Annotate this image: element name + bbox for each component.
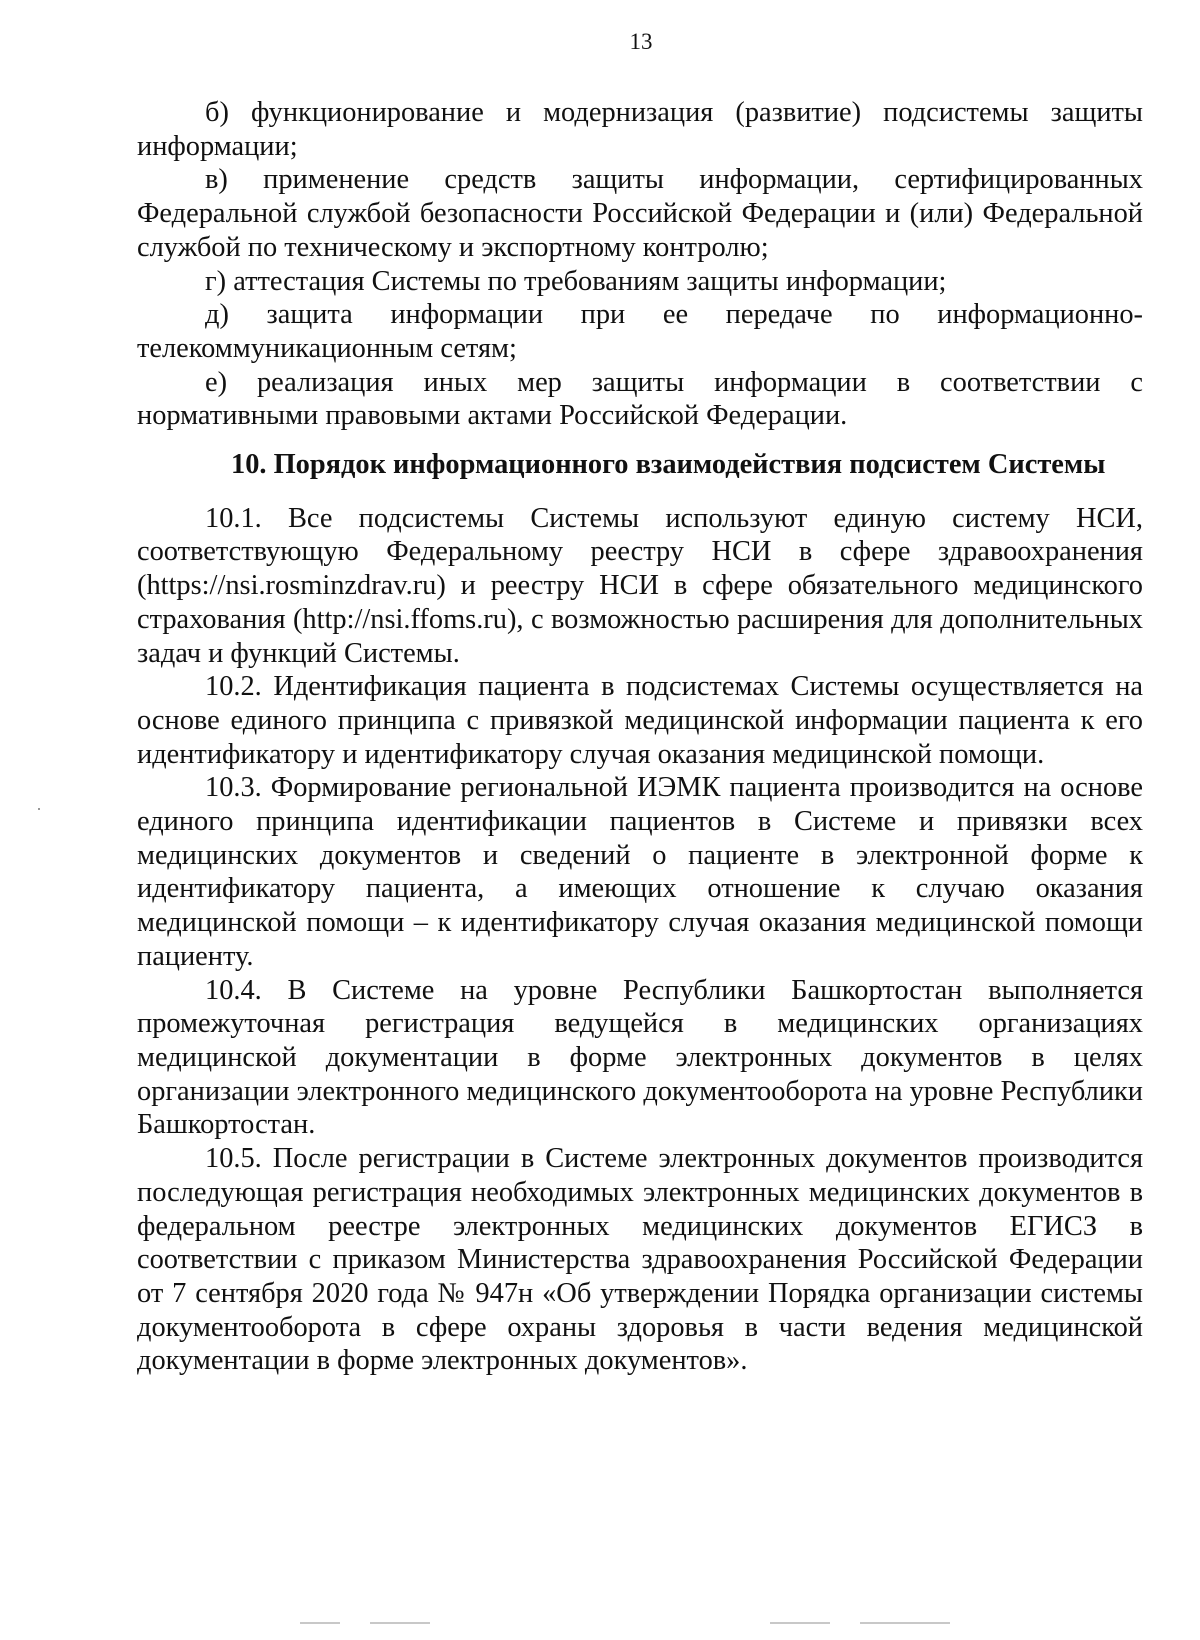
document-body [137,96,1143,1378]
list-item: в) применение средств защиты информации, сертифицированных Федеральной службой безопасности Российской Федерации и (или) Федеральной службой по техническому и экспортному контролю; [137,164,1143,263]
clause-paragraph: 10.5. После регистрации в Системе электронных документов производится последующая регистрация необходимых электронных медицинских документов в федеральном реестре электронных медицинских документов ЕГИСЗ в соответствии с приказом Министерства здравоохранения Российской Федерации от 7 сентября 2020 года № 947н «Об утверждении Порядка организации системы документооборота в сфере охраны здоровья в части ведения медицинской документации в форме электронных документов». [137,1143,1143,1377]
protection-measures-list [137,96,1143,433]
list-item: г) аттестация Системы по требованиям защиты информации; [205,265,947,297]
clause-paragraph: 10.2. Идентификация пациента в подсистемах Системы осуществляется на основе единого принципа с привязкой медицинской информации пациента к его идентификатору и идентификатору случая оказания медицинской помощи. [137,671,1143,770]
page-number: 13 [629,29,653,54]
clause-paragraph: 10.1. Все подсистемы Системы используют единую систему НСИ, соответствующую Федеральному реестру НСИ в сфере здравоохранения (https://nsi.rosminzdrav.ru) и реестру НСИ в сфере обязательного медицинского страхования (http://nsi.ffoms.ru), с возможностью расширения для дополнительных задач и функций Системы. [137,502,1143,669]
cropped-footer-trace [300,1616,980,1630]
section-10-clauses [137,502,1143,1378]
scan-speck [38,808,40,810]
list-item: е) реализация иных мер защиты информации в соответствии с нормативными правовыми актами Российской Федерации. [137,366,1143,432]
list-item: д) защита информации при ее передаче по информационно-телекоммуникационным сетям; [137,299,1143,364]
clause-paragraph: 10.3. Формирование региональной ИЭМК пациента производится на основе единого принципа идентификации пациентов в Системе и привязки всех медицинских документов и сведений о пациенте в электронной форме к идентификатору пациента, а имеющих отношение к случаю оказания медицинской помощи – к идентификатору случая оказания медицинской помощи пациенту. [137,772,1143,972]
section-heading: 10. Порядок информационного взаимодействия подсистем Системы [231,449,1106,481]
list-item: б) функционирование и модернизация (развитие) подсистемы защиты информации; [137,97,1143,162]
clause-paragraph: 10.4. В Системе на уровне Республики Башкортостан выполняется промежуточная регистрация ведущейся в медицинских организациях медицинской документации в форме электронных документов в целях организации электронного медицинского документооборота на уровне Республики Башкортостан. [137,974,1143,1141]
